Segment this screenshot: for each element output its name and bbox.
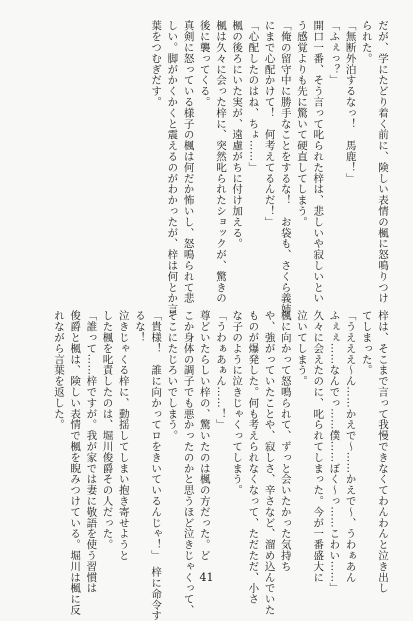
text-line: だが、学にたどり着く前に、険しい表情の楓に怒鳴りつけ bbox=[377, 20, 389, 304]
text-line: てしまった。 bbox=[360, 310, 373, 376]
text-line: しい。脚がかくかくと震えるのがわかったが、梓は何とか言 bbox=[166, 20, 179, 315]
text-line: 楓は久々に会った梓に、突然叱られたショックが、驚きの bbox=[214, 20, 227, 304]
text-line: 「無断外泊するなっ！ 馬鹿！」 bbox=[344, 20, 357, 184]
text-line: 「うわぁあぁん……！」 bbox=[214, 310, 227, 430]
text-line: 葉をつむぎだす。 bbox=[150, 20, 163, 108]
text-line: られた。 bbox=[360, 20, 373, 64]
upper-text-block bbox=[31, 20, 391, 315]
text-line: 泣きじゃくる梓に、動揺してしまい抱き寄せようと bbox=[117, 310, 130, 561]
text-line: 楓の後ろにいた実が、遠慮がちに付け加える。 bbox=[231, 20, 244, 249]
text-line: した楓を叱責したのは、堀川俊爵その人だった。 bbox=[101, 310, 114, 550]
text-line: 「うえええ～ん……かえで～……かえで～、うわぁあん bbox=[344, 310, 357, 583]
text-line: にまで心配かけて！ 何考えてるんだ！」 bbox=[263, 20, 276, 228]
text-line: 開口一番、そう言って叱られた梓は、悲しいや寂しいとい bbox=[312, 20, 325, 304]
text-line: 梓は、そこまで言って我慢できなくてわんわんと泣き出し bbox=[377, 310, 389, 594]
text-line: な子のように泣きじゃくってしまう。 bbox=[231, 310, 244, 496]
text-line: 後に襲ってくる。 bbox=[198, 20, 211, 108]
text-line: 真剣に怒っている様子の楓は何だか怖いし、怒鳴られて悲 bbox=[182, 20, 195, 304]
text-line: 久々に会えたのに、叱られてしまった。今が一番盛大に bbox=[312, 310, 325, 583]
text-line: う感覚よりも先に驚いて硬直してしまう。 bbox=[295, 20, 308, 228]
text-line: や、強がっていたことや、寂しさ、辛さなど、溜め込んでいた bbox=[263, 310, 276, 616]
text-line: ふぇぇ……なんでっ……僕……ぼく～っ……こわい……」 bbox=[328, 310, 341, 594]
text-line: 「貴様！ 誰に向かってロをきいているんじゃ！」 梓に命令す bbox=[150, 310, 163, 621]
text-line: ものが爆発した。何も考えられなくなって、ただただ、小さ bbox=[247, 310, 260, 605]
text-line: 俊爵と楓は、険しい表情で楓を睨みつけている。堀川は楓に反 bbox=[69, 310, 82, 616]
text-line: るな！ bbox=[133, 310, 146, 343]
text-line: 「誰って……梓ですが。我が家では妻に敬語を使う習慣は bbox=[85, 310, 98, 594]
text-line: 「ふぇっ？」 bbox=[328, 20, 341, 86]
text-line: そこにたじろいでしまう。 bbox=[166, 310, 179, 441]
text-line: 泣いてしまう。 bbox=[295, 310, 308, 387]
page-number: 41 bbox=[199, 571, 214, 584]
text-line: 楓に向かって怒鳴られて、ずっと会いたかった気持ち bbox=[279, 310, 292, 572]
text-line: こか身体の調子でも悪かったのかと思うほど泣きじゃくって、 bbox=[182, 310, 195, 616]
text-line: 「心配したのはね、ちょ……」 bbox=[247, 20, 260, 173]
text-line: 尊どいたらしい梓の、驚いたのは楓の方だった。ど bbox=[198, 310, 211, 561]
text-line: 「俺の留守中に勝手なことをするな！ お袋も、さくら義姉 bbox=[279, 20, 292, 315]
text-line: れながら言葉を返した。 bbox=[52, 310, 65, 430]
